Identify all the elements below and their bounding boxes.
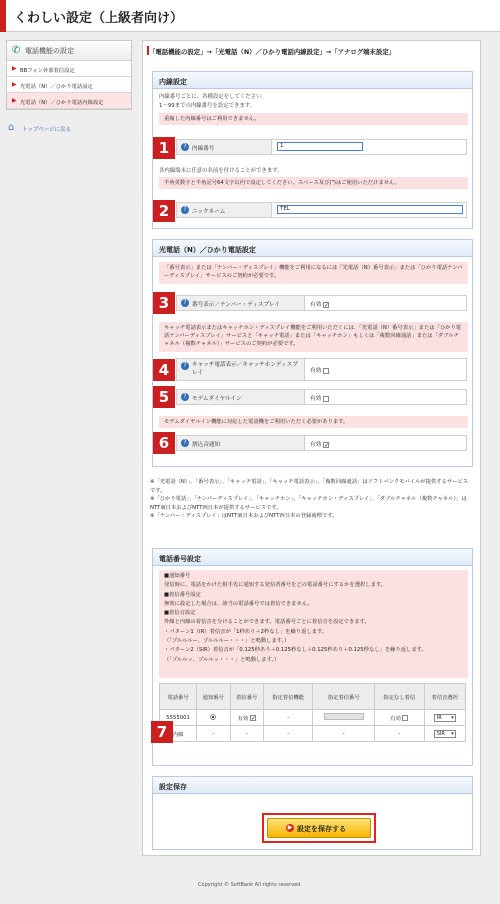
enabled-label: 有効 [390, 715, 401, 722]
home-icon: ⌂ [8, 122, 15, 133]
enabled-label: 有効 [310, 396, 322, 402]
help-icon[interactable]: ? [181, 206, 189, 214]
field-label [177, 359, 305, 380]
designated-number-cell [313, 710, 375, 726]
help-icon[interactable]: ? [181, 439, 189, 447]
column-header: 電話番号 [160, 684, 197, 710]
info-line: 無効に設定した場合は、該当の電話番号では着信できません。 [164, 600, 313, 607]
phone-info-box [159, 570, 468, 678]
help-icon[interactable]: ? [181, 299, 189, 307]
info-line: （「プルルルー、プルルルー・・・」と鳴動します。） [164, 638, 290, 645]
service-notes [150, 478, 472, 521]
extension-desc: 1〜99までの内線番号を設定できます。 [159, 103, 256, 109]
extension-number-label: 内線番号 [192, 146, 215, 152]
ringtone-select[interactable]: IR ▾ [434, 714, 456, 722]
sidebar-item-hikari[interactable] [7, 77, 131, 93]
designated-number-cell: - [313, 726, 375, 742]
warning-text: 「番号表示」または「ナンバー・ディスプレイ」機能をご利用になるには「光電話（N）番号表示」または「ひかり電話ナンバーディスプレイ」サービスのご契約が必要です。 [159, 262, 468, 284]
warning-text: モデムダイヤルイン機能に対応した電話機をご利用いただく必要があります。 [159, 416, 468, 428]
modem-dialin-value [310, 394, 329, 402]
save-button[interactable] [267, 818, 371, 838]
interrupt-tone-label: 割込音通知 [192, 442, 220, 448]
badge-4: 4 [153, 359, 175, 381]
column-header: 着信番号 [230, 684, 263, 710]
incoming-number-cell [230, 710, 263, 726]
save-section [152, 776, 473, 850]
number-display-label: 番号表示／ナンバー・ディスプレイ [192, 302, 280, 308]
info-line: 外線と内線の着信音を分けることができます。電話番号ごとに着信音を設定できます。 [164, 619, 370, 626]
modem-dialin-row [176, 389, 467, 405]
note-text: ※「ナンバー・ディスプレイ」はNTT東日本およびNTT西日本の登録商標です。 [150, 513, 338, 519]
table-row [160, 710, 466, 726]
help-icon[interactable]: ? [181, 393, 189, 401]
arrow-icon: ▶ [12, 97, 17, 104]
column-header: 着信音選択 [424, 684, 465, 710]
catch-display-label: キャッチ電話表示／キャッチホンディスプレイ [192, 362, 298, 376]
nickname-label: ニックネーム [192, 209, 226, 215]
badge-1: 1 [153, 137, 175, 159]
enabled-label: 有効 [237, 715, 249, 722]
section-title: 光電話（N）／ひかり電話設定 [153, 240, 472, 257]
ringtone-cell [424, 710, 465, 726]
header-accent [0, 0, 6, 32]
warning-text: 重複した内線番号はご利用できません。 [159, 113, 468, 125]
field-label [177, 296, 305, 310]
designated-function-cell: - [263, 726, 312, 742]
info-line: 発信時に、電話をかけた相手先に通知する発信者番号をどの電話番号にするかを選択します。 [164, 582, 387, 589]
notify-number-radio[interactable] [210, 714, 216, 720]
warning-text: キャッチ電話表示またはキャッチホン・ディスプレイ機能をご利用いただくには、「光電話（N）番号表示」または「ひかり電話ナンバーディスプレイ」サービスと「キャッチ電話」または「キャッチホン」もしくは「複数回線通話」または「ダブルチャネル（複数チャネル）」サービスのご契約が必要です。 [159, 322, 468, 352]
enabled-label: 有効 [310, 442, 322, 448]
phone-number-cell: 内線 [160, 726, 197, 742]
field-label [177, 390, 305, 404]
extension-number-input[interactable]: 1 [277, 142, 363, 151]
breadcrumb: 「電話機能の設定」→「光電話（N）／ひかり電話内線設定」→「アナログ端末設定」 [149, 48, 396, 56]
phone-number-cell: 5555001 [160, 710, 197, 726]
column-header: 指定着信番号 [313, 684, 375, 710]
enabled-label: 有効 [310, 368, 322, 374]
extension-section [152, 71, 473, 229]
sidebar-item-label: BBフォン外部着信設定 [20, 68, 75, 74]
modem-dialin-checkbox[interactable] [323, 396, 329, 402]
catch-display-row [176, 358, 467, 381]
number-display-checkbox[interactable]: ✓ [323, 301, 330, 309]
main-panel [142, 40, 481, 856]
nickname-row [176, 202, 467, 218]
badge-7: 7 [151, 721, 173, 743]
warning-text: 半角英数字と半角記号64文字以内で設定してください。スペース及び(")はご使用いただけません。 [159, 177, 468, 189]
catch-display-value [310, 366, 329, 374]
ringtone-select[interactable]: SIR ▾ [434, 730, 456, 738]
sidebar-heading [7, 41, 131, 61]
table-row [160, 726, 466, 742]
arrow-circle-icon: ▶ [287, 824, 293, 831]
section-title: 電話番号設定 [153, 549, 472, 566]
designated-number-input[interactable] [324, 713, 364, 720]
info-line: ・パターン2（SIR）着信音が「0.125秒あり＋0.125秒なし＋0.125秒あり＋0.125秒なし」を繰り返します。 [164, 647, 427, 654]
modem-dialin-label: モデムダイヤルイン [192, 396, 242, 402]
no-designation-cell: - [375, 726, 424, 742]
designated-function-cell: - [263, 710, 312, 726]
section-title: 内線設定 [153, 72, 472, 89]
help-icon[interactable]: ? [181, 143, 189, 151]
sidebar-item-label: 光電話（N）／ひかり電話内線設定 [20, 100, 104, 106]
top-page-link-label[interactable]: トップページに戻る [22, 127, 72, 133]
sidebar-item-bbphone[interactable] [7, 61, 131, 77]
notify-number-cell [197, 710, 230, 726]
section-title: 設定保存 [153, 777, 472, 794]
phone-icon: ✆ [12, 45, 21, 56]
ringtone-cell [424, 726, 465, 742]
column-header: 指定なし着信 [375, 684, 424, 710]
phone-number-section [152, 548, 473, 766]
save-button-highlight [262, 813, 376, 843]
info-line: （「プルルッ、プルルッ・・・」と鳴動します。） [164, 656, 280, 663]
badge-2: 2 [153, 200, 175, 222]
info-line: ■通知番号 [164, 573, 191, 579]
footer-copyright: Copyright © SoftBank All rights reserved. [198, 882, 302, 888]
help-icon[interactable]: ? [181, 362, 189, 370]
info-line: ・パターン1（IR）着信音が「1秒あり＋2秒なし」を繰り返します。 [164, 628, 328, 635]
badge-6: 6 [153, 432, 175, 454]
field-label [177, 203, 272, 217]
no-designation-cell [375, 710, 424, 726]
column-header: 通知番号 [197, 684, 230, 710]
save-button-label: 設定を保存する [297, 825, 346, 833]
interrupt-tone-value [310, 440, 329, 448]
arrow-icon: ▶ [12, 65, 17, 72]
info-line: ■着信音設定 [164, 610, 196, 617]
column-header: 指定着信機能 [263, 684, 312, 710]
badge-5: 5 [153, 386, 175, 408]
incoming-number-cell: - [230, 726, 263, 742]
field-label [177, 140, 272, 154]
badge-3: 3 [153, 292, 175, 314]
enabled-label: 有効 [310, 302, 322, 308]
number-display-row [176, 295, 467, 311]
info-line: ■着信番号設定 [164, 591, 201, 598]
interrupt-tone-row [176, 435, 467, 451]
hikari-section [152, 239, 473, 467]
sidebar-item-label: 光電話（N）／ひかり電話設定 [20, 84, 93, 90]
interrupt-tone-checkbox[interactable]: ✓ [323, 441, 330, 449]
notify-number-cell: - [197, 726, 230, 742]
sidebar [6, 40, 132, 110]
note-text: ※「光電話（N）」、「番号表示」、「キャッチ電話」、「キャッチ電話表示」、「複数回線通話」はソフトバンクモバイルが提供するサービスです。 [150, 479, 469, 494]
extension-desc: 各内線端末に任意の名前を付けることができます。 [159, 168, 283, 174]
extension-desc: 内線番号ごとに、各種設定をしてください。 [159, 94, 267, 100]
catch-display-checkbox[interactable] [323, 368, 329, 374]
note-text: ※「ひかり電話」、「ナンバーディスプレイ」、「キャッチホン」、「キャッチホン・ディスプレイ」、「ダブルチャネル（複数チャネル）」はNTT東日本およびNTT西日本が提供するサービスです。 [150, 496, 467, 511]
field-label [177, 436, 305, 450]
extension-number-row [176, 139, 467, 155]
number-display-value [310, 300, 329, 308]
arrow-icon: ▶ [12, 81, 17, 88]
phone-number-table [159, 683, 466, 742]
nickname-input[interactable]: TEL [277, 205, 463, 214]
sidebar-item-hikari-extension[interactable] [7, 93, 131, 109]
sidebar-heading-label: 電話機能の設定 [25, 47, 74, 55]
header [0, 0, 500, 32]
incoming-number-checkbox[interactable]: ✓ [250, 715, 256, 722]
page-title: くわしい設定（上級者向け） [14, 11, 184, 26]
no-designation-checkbox[interactable] [402, 715, 408, 721]
